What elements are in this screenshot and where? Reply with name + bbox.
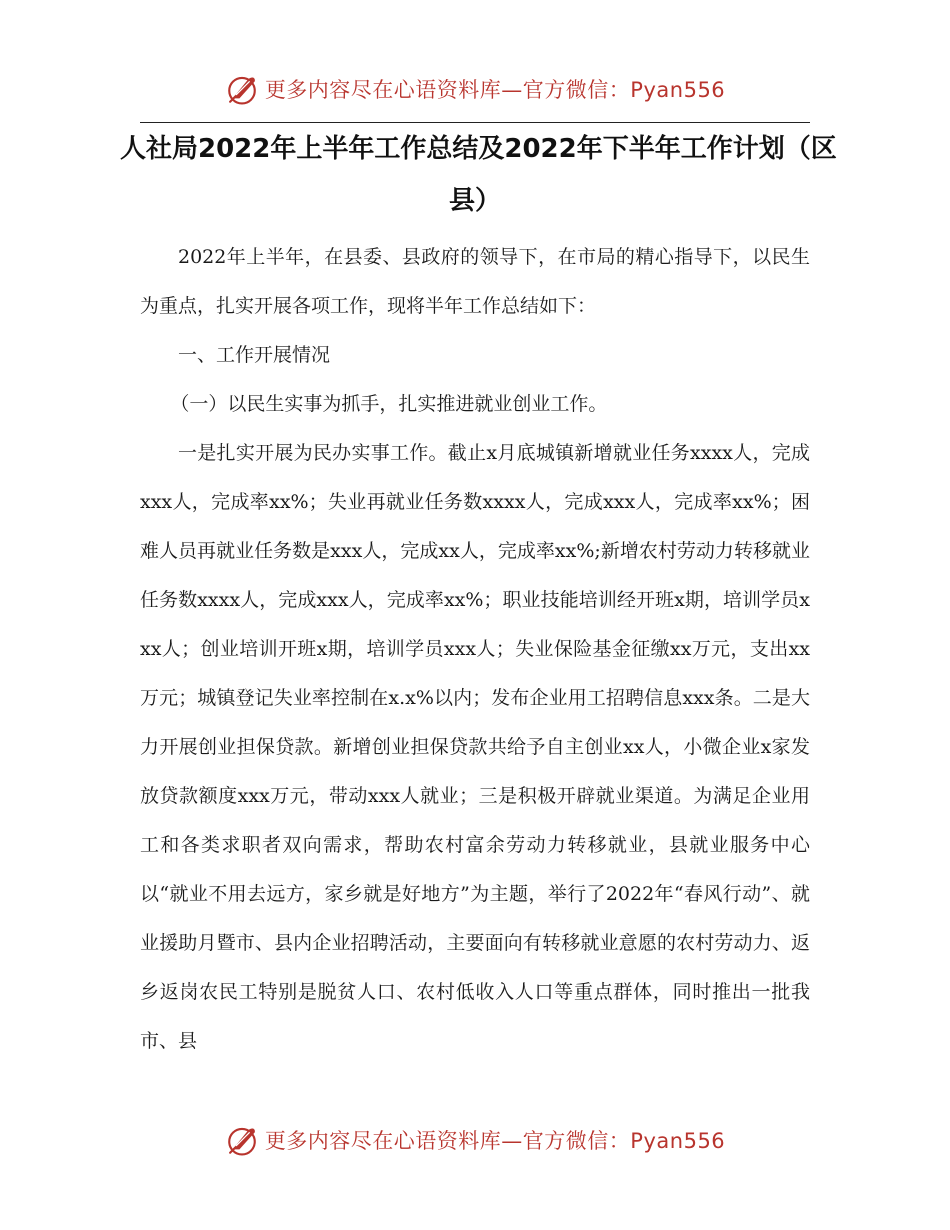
- quill-pen-logo-icon: [225, 72, 259, 106]
- document-title-line1: 人社局2022年上半年工作总结及2022年下半年工作计划（区: [120, 134, 837, 164]
- header-divider: [140, 122, 810, 123]
- subsection-heading: （一）以民生实事为抓手，扎实推进就业创业工作。: [170, 393, 608, 415]
- header-watermark-text: 更多内容尽在心语资料库—官方微信：Pyan556: [264, 78, 726, 102]
- footer-watermark-banner: [0, 1118, 950, 1162]
- intro-paragraph: 2022年上半年，在县委、县政府的领导下，在市局的精心指导下，以民生为重点，扎实开展各项工作，现将半年工作总结如下：: [140, 246, 810, 317]
- body-paragraph: 一是扎实开展为民办实事工作。截止x月底城镇新增就业任务xxxx人，完成xxx人，完成率xx%；失业再就业任务数xxxx人，完成xxx人，完成率xx%；困难人员再就业任务数是xxx人，完成xx人，完成率xx%;新增农村劳动力转移就业任务数xxxx人，完成xxx人，完成率xx%；职业技能培训经开班x期，培训学员xxx人；创业培训开班x期，培训学员xxx人；失业保险基金征缴xx万元，支出xx万元；城镇登记失业率控制在x.x%以内；发布企业用工招聘信息xxx条。二是大力开展创业担保贷款。新增创业担保贷款共给予自主创业xx人，小微企业x家发放贷款额度xxx万元，带动xxx人就业；三是积极开辟就业渠道。为满足企业用工和各类求职者双向需求，帮助农村富余劳动力转移就业，县就业服务中心以“就业不用去远方，家乡就是好地方”为主题，举行了2022年“春风行动”、就业援助月暨市、县内企业招聘活动，主要面向有转移就业意愿的农村劳动力、返乡返岗农民工特别是脱贫人口、农村低收入人口等重点群体，同时推出一批我市、县: [140, 442, 810, 1052]
- section-heading: 一、工作开展情况: [178, 344, 331, 366]
- quill-pen-logo-icon: [225, 1123, 259, 1157]
- footer-watermark-text: 更多内容尽在心语资料库—官方微信：Pyan556: [264, 1129, 726, 1153]
- document-body: [140, 233, 810, 1113]
- document-title-line2: 县）: [448, 186, 501, 216]
- header-watermark-banner: [0, 67, 950, 111]
